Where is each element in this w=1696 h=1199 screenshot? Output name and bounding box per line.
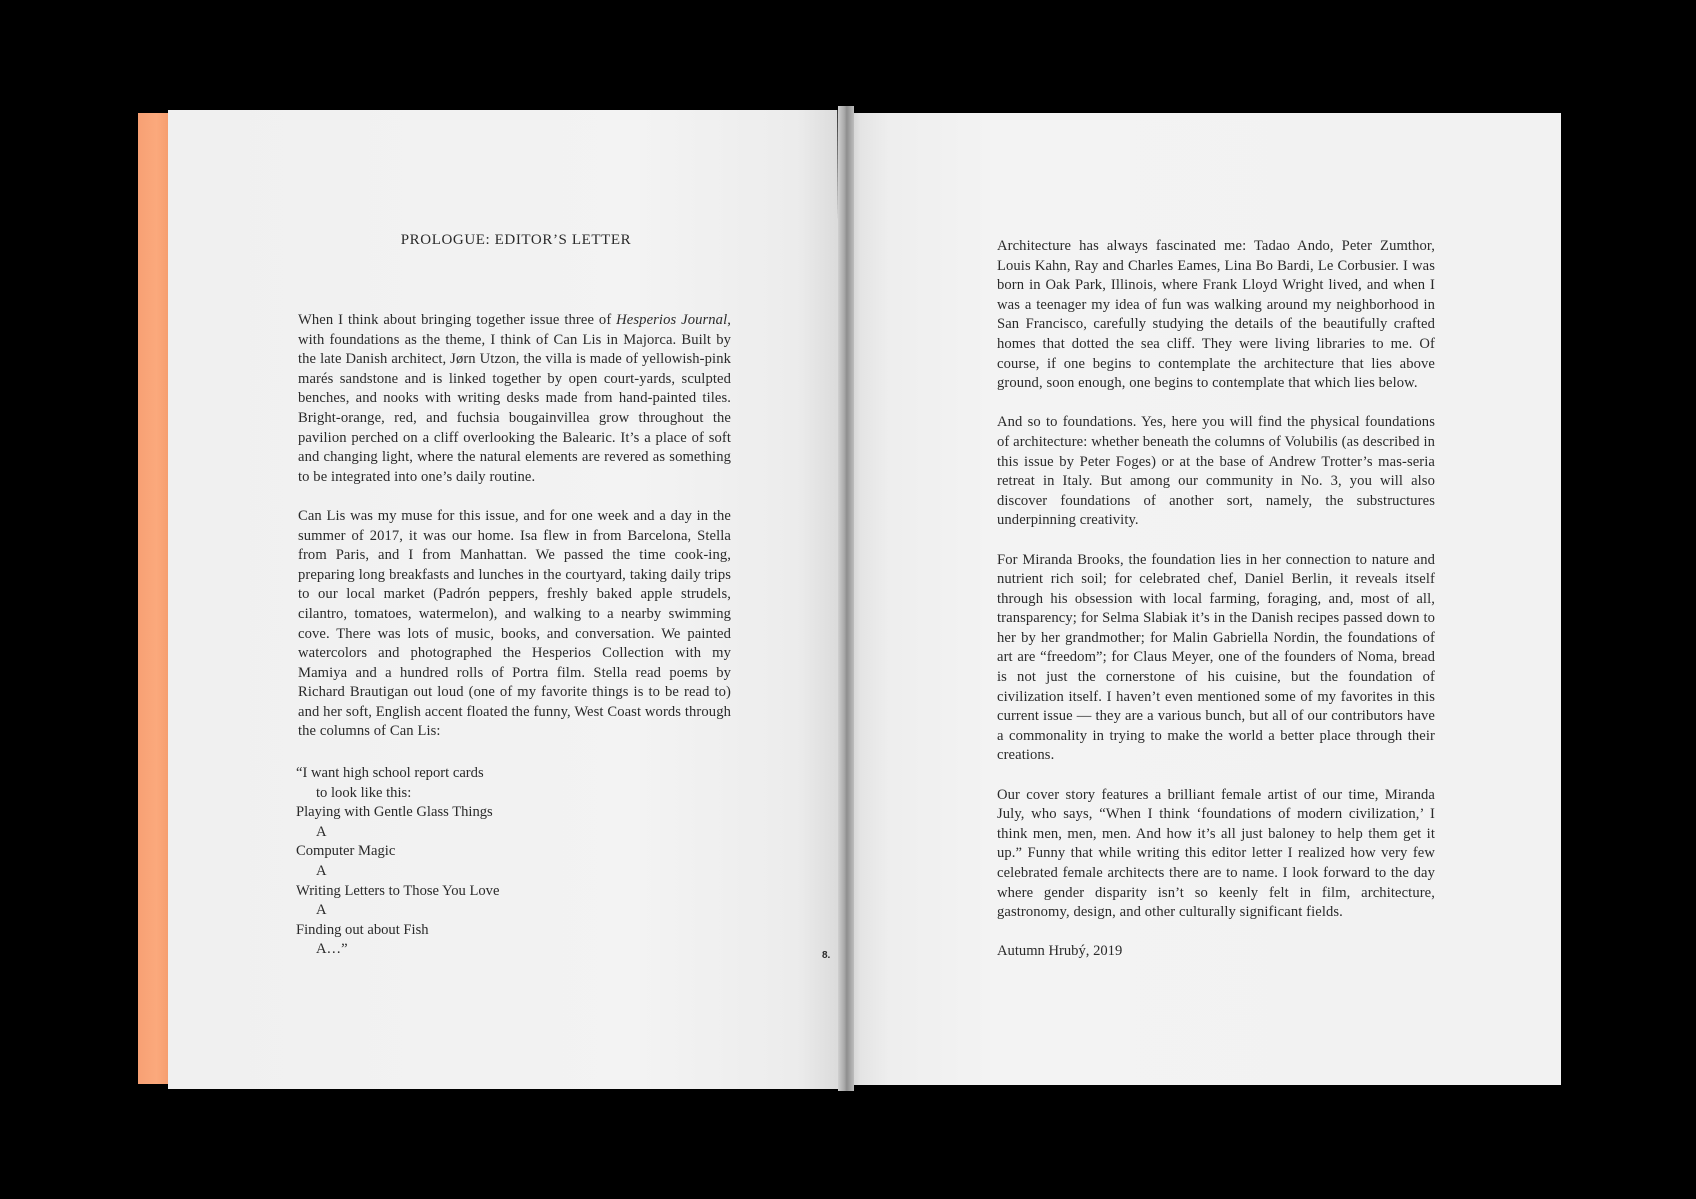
right-body-text [997,237,1435,942]
poem-line: A…” [316,941,348,958]
paragraph: And so to foundations. Yes, here you will find the physical foundations of architecture: whether beneath the columns of Volubilis (as described in this issue by Peter Foges) or at the base of Andrew Trotter’s mas-seria retreat in Italy. But among our community in No. 3, you will also discover foundations of another sort, namely, the substructures underpinning creativity. [997,414,1435,529]
poem-line: A [316,902,327,919]
left-body-text [298,311,731,762]
page-number: 8. [822,950,831,961]
paragraph: Can Lis was my muse for this issue, and for one week and a day in the summer of 2017, it was our home. Isa flew in from Barcelona, Stella from Paris, and I from Manhattan. We passed the time cook-ing, preparing long breakfasts and lunches in the courtyard, taking daily trips to our local market (Padrón peppers, freshly baked apple strudels, cilantro, tomatoes, watermelon), and walking to a nearby swimming cove. There was lots of music, books, and conversation. We painted watercolors and photographed the Hesperios Collection with my Mamiya and a hundred rolls of Portra film. Stella read poems by Richard Brautigan out loud (one of my favorite things is to be read to) and her soft, English accent floated the funny, West Coast words through the columns of Can Lis: [298,507,731,740]
paragraph: For Miranda Brooks, the foundation lies in her connection to nature and nutrient rich soil; for celebrated chef, Daniel Berlin, it reveals itself through his obsession with local farming, foraging, and, most of all, transparency; for Selma Slabiak it’s in the Danish recipes passed down to her by her grandmother; for Malin Gabriella Nordin, the foundations of art are “freedom”; for Claus Meyer, one of the founders of Noma, bread is not just the cornerstone of his cuisine, but the foundation of civilization itself. I haven’t even mentioned some of my favorites in this current issue — they are a various bunch, but all of our contributors have a commonality in trying to make the world a better place through their creations. [997,551,1435,764]
poem-line: Finding out about Fish [296,921,429,938]
poem-line: Writing Letters to Those You Love [296,882,500,899]
orange-page-edge [138,113,172,1084]
paragraph: Architecture has always fascinated me: Tadao Ando, Peter Zumthor, Louis Kahn, Ray and Charles Eames, Lina Bo Bardi, Le Corbusier. I was born in Oak Park, Illinois, where Frank Lloyd Wright lived, and when I was a teenager my idea of fun was walking around my neighborhood in San Francisco, carefully studying the details of the beautifully crafted homes that dotted the sea cliff. They were living libraries to me. Of course, if one begins to contemplate the architecture that lies above ground, soon enough, one begins to contemplate that which lies below. [997,238,1435,392]
poem-line: Playing with Gentle Glass Things [296,804,493,821]
paragraph [298,311,731,487]
poem-line: to look like this: [316,784,412,801]
poem-quote [296,764,499,960]
paragraph: Our cover story features a brilliant female artist of our time, Miranda July, who says, “When I think ‘foundations of modern civilization,’ I think men, men, men. And how it’s all just baloney to help them get it up.” Funny that while writing this editor letter I realized how very few celebrated female architects there are to name. I look forward to the day where gender disparity isn’t so keenly felt in film, architecture, gastronomy, design, and other culturally significant fields. [997,786,1435,921]
paragraph-text: , with foundations as the theme, I think of Can Lis in Majorca. Built by the late Danish architect, Jørn Utzon, the villa is made of yellowish-pink marés sandstone and is linked together by open court-yards, sculpted benches, and nooks with writing desks made from hand-painted tiles. Bright-orange, red, and fuchsia bougainvillea grow throughout the pavilion perched on a cliff overlooking the Balearic. It’s a place of soft and changing light, where the natural elements are revered as something to be integrated into one’s daily routine. [298,312,731,485]
book-gutter [838,106,854,1091]
paragraph-text: When I think about bringing together issue three of [298,312,617,328]
author-signoff: Autumn Hrubý, 2019 [997,943,1123,959]
journal-title: Hesperios Journal [616,312,728,328]
poem-line: A [316,823,327,840]
page-title: PROLOGUE: EDITOR’S LETTER [400,232,632,248]
poem-line: A [316,862,327,879]
poem-line: Computer Magic [296,843,396,860]
poem-line: “I want high school report cards [296,765,484,781]
